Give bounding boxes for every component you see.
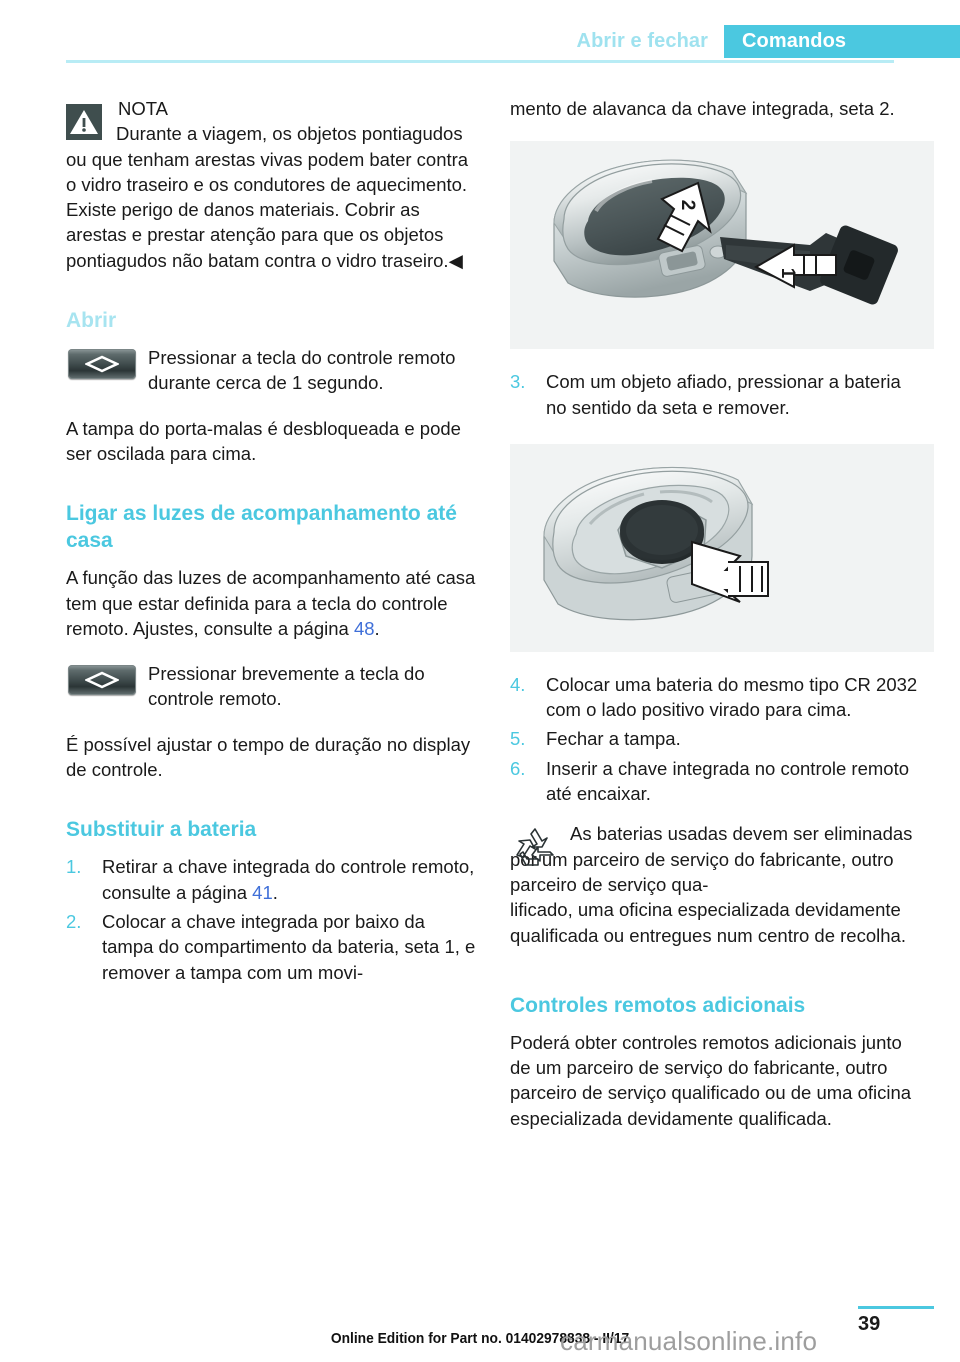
key-fob-body xyxy=(554,160,746,297)
list-item xyxy=(510,369,922,420)
header-divider xyxy=(66,60,894,63)
battery-steps-list-left xyxy=(66,854,478,984)
list-item xyxy=(66,909,478,985)
note-end-mark: ◀ xyxy=(448,249,463,271)
key-action-abrir-text: Pressionar a tecla do controle remoto durante cerca de 1 segundo. xyxy=(148,347,456,394)
key-fob-battery-removal-illustration xyxy=(510,444,934,652)
recycle-icon xyxy=(512,825,558,869)
list-item-number: 2. xyxy=(66,910,82,932)
list-item xyxy=(510,672,922,723)
heading-welcome-lights: Ligar as luzes de acompanhamento até casa xyxy=(66,502,457,553)
list-item-number: 3. xyxy=(510,371,526,393)
list-item-text-after: . xyxy=(272,881,278,903)
list-item-text: Fechar a tampa. xyxy=(546,728,681,750)
header-tabs xyxy=(559,25,960,58)
list-item-number: 4. xyxy=(510,673,526,695)
warning-triangle-icon xyxy=(66,104,102,140)
list-item-text: Colocar uma bateria do mesmo tipo CR 2032 com o lado positivo virado para cima. xyxy=(546,673,918,721)
list-item-text: Inserir a chave integrada no controle remoto até encaixar. xyxy=(546,757,910,805)
list-item xyxy=(66,854,478,905)
battery-steps-list-right xyxy=(510,672,922,806)
page-reference-48[interactable]: 48 xyxy=(353,617,375,639)
welcome-lights-paragraph xyxy=(66,565,478,641)
page-reference-41[interactable]: 41 xyxy=(252,881,273,903)
heading-substituir-bateria: Substituir a bateria xyxy=(66,818,257,842)
list-item-text-before: Colocar a chave integrada por baixo da tampa do compartimento da bateria, seta 1, e remover a tampa com um movi- xyxy=(102,910,476,983)
recycle-note-block xyxy=(510,821,922,947)
remote-key-button-icon[interactable] xyxy=(68,349,136,379)
key-fob-remove-cover-illustration xyxy=(510,141,934,349)
page-number: 39 xyxy=(858,1313,881,1335)
welcome-lights-text-before: A função das luzes de acompanhamento até casa tem que estar definida para a tecla do controle remoto. Ajustes, consulte a página xyxy=(66,567,476,639)
recycle-text-1: As baterias usadas devem ser eliminadas por um parceiro de serviço do fabricante, outro parceiro de serviço qua- xyxy=(510,823,913,895)
list-item xyxy=(510,726,922,751)
list-item-number: 1. xyxy=(66,856,82,878)
heading-controles-remotos-adicionais: Controles remotos adicionais xyxy=(510,993,806,1017)
list-item-number: 6. xyxy=(510,757,526,779)
remote-key-button-icon[interactable] xyxy=(68,665,136,695)
heading-abrir: Abrir xyxy=(66,309,117,333)
list-item-text: Com um objeto afiado, pressionar a bateria no sentido da seta e remover. xyxy=(546,371,901,418)
key-fob-open-body xyxy=(544,467,752,619)
extra-remotes-paragraph: Poderá obter controles remotos adicionais junto de um parceiro de serviço do fabricante, outro parceiro de serviço qualificado ou de uma oficina especializada devidamente qualificada. xyxy=(510,1031,912,1129)
welcome-lights-paragraph-end: É possível ajustar o tempo de duração no display de controle. xyxy=(66,733,471,781)
footer-divider xyxy=(858,1306,934,1309)
key-action-welcome-lights-text: Pressionar brevemente a tecla do controle remoto. xyxy=(148,663,425,710)
left-column xyxy=(66,96,478,989)
recycle-note-indented-text xyxy=(510,821,922,897)
tab-abrir-e-fechar[interactable]: Abrir e fechar xyxy=(559,25,724,58)
tab-comandos[interactable]: Comandos xyxy=(724,25,960,58)
list-item-number: 5. xyxy=(510,728,526,750)
list-item xyxy=(510,756,922,807)
continuation-paragraph: mento de alavanca da chave integrada, seta 2. xyxy=(510,98,895,119)
abrir-paragraph: A tampa do porta-malas é desbloqueada e pode ser oscilada para cima. xyxy=(66,417,461,464)
note-title: NOTA xyxy=(118,98,169,119)
note-block xyxy=(66,96,478,273)
right-column xyxy=(510,96,922,1131)
arrow-label-1: 1 xyxy=(777,268,798,279)
edition-notice: Online Edition for Part no. 01402978838 - II/17 xyxy=(330,1330,630,1347)
welcome-lights-text-after: . xyxy=(374,617,380,639)
note-body-text: Durante a viagem, os objetos pontiagudos ou que tenham arestas vivas podem bater contra o vidro traseiro e os condutores de aquecimento. Existe perigo de danos materiais. Cobrir as arestas e prestar atenção para que os objetos pontiagudos não batam contra o vidro traseiro. xyxy=(66,123,469,271)
page-header xyxy=(0,0,960,58)
list-item-text-before: Retirar a chave integrada do controle remoto, consulte a página xyxy=(102,856,475,903)
watermark: carmanualsonline.info xyxy=(560,1326,818,1356)
arrow-label-2: 2 xyxy=(677,200,698,211)
key-action-welcome-lights xyxy=(66,661,478,712)
key-action-abrir xyxy=(66,345,478,396)
recycle-note-text: lificado, uma oficina especializada devidamente qualificada ou entregues num centro de recolha. xyxy=(510,899,906,946)
battery-step-3-list xyxy=(510,369,922,420)
note-body xyxy=(66,121,478,273)
